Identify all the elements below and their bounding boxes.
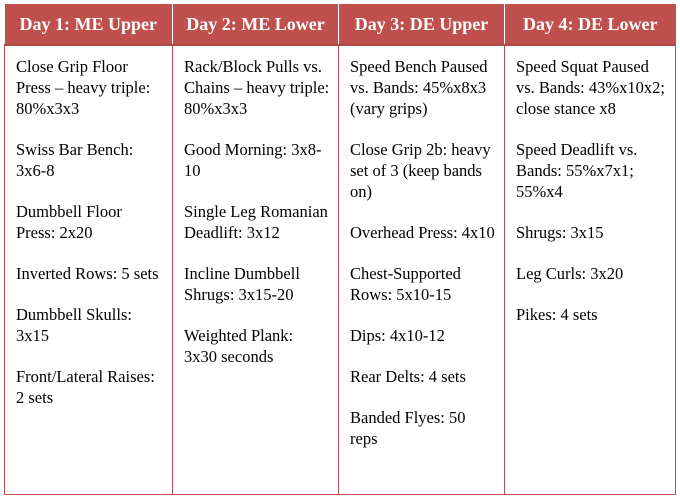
exercise-entry: Front/Lateral Raises: 2 sets [16,367,155,407]
exercise-entry: Overhead Press: 4x10 [350,223,495,242]
workout-schedule-table [4,4,676,495]
exercise-entry: Leg Curls: 3x20 [516,264,624,283]
exercise-row [5,45,676,495]
day-1-header: Day 1: ME Upper [5,4,173,45]
exercise-entry: Dips: 4x10-12 [350,326,445,345]
day-4-header: Day 4: DE Lower [505,4,676,45]
exercise-entry: Chest-Supported Rows: 5x10-15 [350,264,461,304]
header-row [5,4,676,45]
exercise-entry: Close Grip 2b: heavy set of 3 (keep bands on) [350,140,491,201]
exercise-entry: Dumbbell Floor Press: 2x20 [16,202,122,242]
exercise-entry: Speed Squat Paused vs. Bands: 43%x10x2; close stance x8 [516,57,665,118]
exercise-entry: Pikes: 4 sets [516,305,598,324]
exercise-entry: Banded Flyes: 50 reps [350,408,466,448]
exercise-entry: Weighted Plank: 3x30 seconds [184,326,294,366]
exercise-entry: Dumbbell Skulls: 3x15 [16,305,132,345]
day-2-column [173,45,339,495]
day-3-column [339,45,505,495]
exercise-entry: Speed Deadlift vs. Bands: 55%x7x1; 55%x4 [516,140,638,201]
exercise-entry: Single Leg Romanian Deadlift: 3x12 [184,202,328,242]
day-4-column [505,45,676,495]
exercise-entry: Good Morning: 3x8-10 [184,140,322,180]
exercise-entry: Incline Dumbbell Shrugs: 3x15-20 [184,264,300,304]
day-1-column [5,45,173,495]
exercise-entry: Rear Delts: 4 sets [350,367,466,386]
exercise-entry: Inverted Rows: 5 sets [16,264,159,283]
exercise-entry: Swiss Bar Bench: 3x6-8 [16,140,134,180]
exercise-entry: Rack/Block Pulls vs. Chains – heavy triple: 80%x3x3 [184,57,330,118]
exercise-entry: Speed Bench Paused vs. Bands: 45%x8x3 (vary grips) [350,57,488,118]
exercise-entry: Shrugs: 3x15 [516,223,604,242]
day-2-header: Day 2: ME Lower [173,4,339,45]
day-3-header: Day 3: DE Upper [339,4,505,45]
exercise-entry: Close Grip Floor Press – heavy triple: 80%x3x3 [16,57,151,118]
